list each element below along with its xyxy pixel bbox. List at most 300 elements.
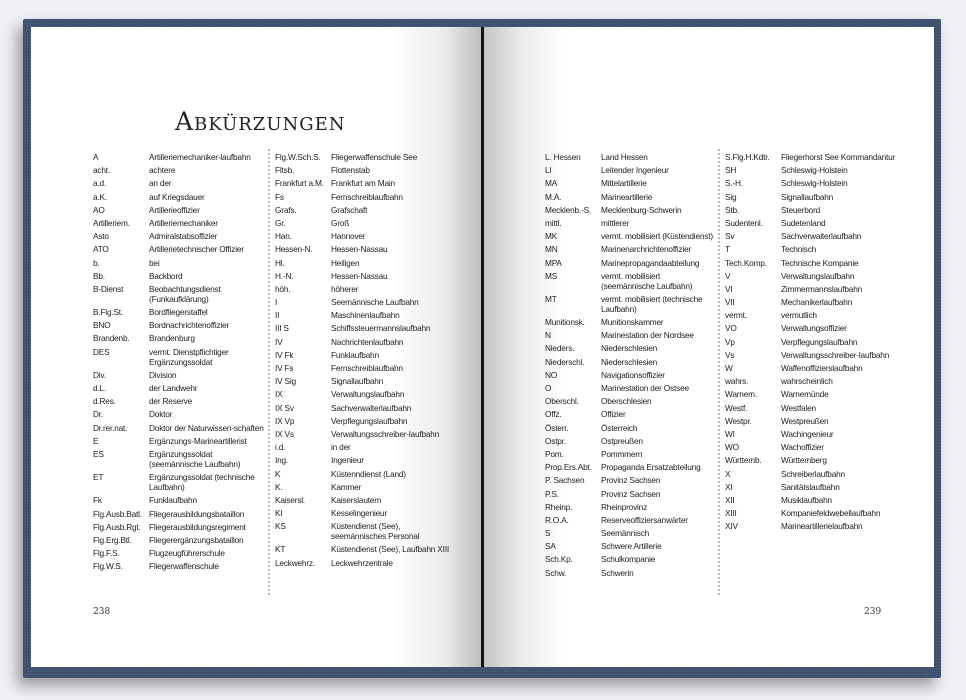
abbreviation-entry (725, 271, 910, 281)
abbreviation: Bb. (93, 270, 105, 281)
abbreviation-definition: an der (149, 178, 172, 189)
abbreviation-entry (725, 442, 910, 452)
abbreviation-definition: Verpflegungslaufbahn (331, 415, 408, 426)
abbreviation: MPA (545, 257, 562, 268)
abbreviation: IV Fk (275, 349, 294, 360)
abbreviation: Ing. (275, 455, 289, 466)
abbreviation-entry (275, 442, 455, 452)
book-spine (481, 27, 484, 667)
abbreviation: MT (545, 293, 557, 304)
abbreviation-definition: Maschinenlaufbahn (331, 310, 400, 321)
abbreviation-definition: Wachoffizier (781, 442, 824, 453)
abbreviation-definition: Schulkompanie (601, 554, 656, 565)
abbreviation-entry (545, 475, 715, 485)
abbreviation-entry (545, 554, 715, 564)
abbreviation-entry (275, 469, 455, 479)
abbreviation-entry (545, 370, 715, 380)
abbreviation: Fk (93, 495, 102, 506)
abbreviation-definition: Division (149, 369, 177, 380)
abbreviation: ES (93, 448, 104, 459)
abbreviation: Rheinp. (545, 501, 573, 512)
abbreviation-entry (93, 320, 265, 330)
abbreviation-entry (545, 343, 715, 353)
abbreviation: IV (275, 336, 283, 347)
abbreviation-definition: Kesselingenieur (331, 508, 388, 519)
abbreviation-definition: Reserveoffiziersanwärter (601, 514, 688, 525)
abbreviation-definition: Technische Kompanie (781, 257, 859, 268)
abbreviation: Tech.Komp. (725, 257, 767, 268)
abbreviation: Warnem. (725, 389, 757, 400)
abbreviation: Sudentenl. (725, 217, 763, 228)
abbreviation-entry (725, 323, 910, 333)
abbreviation: IV Fs (275, 363, 294, 373)
abbreviation-entry (725, 258, 910, 268)
abbreviation-definition: Sachverwalterlaufbahn (781, 231, 862, 242)
abbreviation-entry (545, 357, 715, 367)
abbreviation: Hl. (275, 257, 285, 268)
abbreviation-definition: Küstendienst (See), seemännisches Personal (331, 521, 420, 542)
left-page (31, 27, 481, 667)
abbreviation: WO (725, 442, 739, 453)
abbreviation-entry (725, 482, 910, 492)
abbreviation-definition: Marinestation der Nordsee (601, 330, 694, 341)
abbreviation: Niederschl. (545, 356, 585, 367)
abbreviation-entry (725, 218, 910, 228)
abbreviation-definition: vermt. mobilisiert (technische Laufbahn) (601, 293, 703, 314)
abbreviation-entry (725, 429, 910, 439)
abbreviation: Flg.W.Sch.S. (275, 152, 321, 162)
abbreviation-definition: Fliegerausbildungsregiment (149, 521, 246, 532)
abbreviation-definition: Fliegerergänzungsbataillon (149, 534, 244, 545)
abbreviation-definition: in der (331, 442, 351, 453)
page-number-left: 238 (93, 607, 111, 617)
abbreviation-entry (545, 541, 715, 551)
abbreviation: Dr. (93, 409, 104, 420)
abbreviation-entry (725, 521, 910, 531)
abbreviation-entry (93, 495, 265, 505)
abbreviation-entry (725, 416, 910, 426)
abbreviation-entry (275, 244, 455, 254)
abbreviation-entry (93, 333, 265, 343)
abbreviation-entry (725, 310, 910, 320)
abbreviation-definition: Fernschreiblaufbahn (331, 191, 403, 202)
abbreviation: VO (725, 323, 737, 334)
abbreviation-definition: Mecklenburg-Schwerin (601, 204, 682, 215)
abbreviation: höh. (275, 283, 291, 294)
abbreviation-definition: Funklaufbahn (331, 349, 379, 360)
abbreviation-entry (725, 297, 910, 307)
abbreviation-definition: Navigationsoffizier (601, 369, 665, 380)
abbreviation: K. (275, 481, 283, 492)
abbreviation: Sig (725, 191, 737, 202)
abbreviation-definition: Frankfurt am Main (331, 178, 395, 189)
abbreviation-definition: Artilleriemechaniker (149, 217, 218, 228)
abbreviation-entry (725, 455, 910, 465)
abbreviation-entry (545, 502, 715, 512)
abbreviation: DES (93, 346, 110, 357)
abbreviation-definition: Land Hessen (601, 152, 648, 162)
abbreviation-definition: Steuerbord (781, 204, 821, 215)
abbreviation-entry (545, 205, 715, 215)
abbreviation-definition: Munitionskammer (601, 317, 664, 328)
abbreviation-entry (725, 363, 910, 373)
abbreviation-entry (725, 495, 910, 505)
abbreviation-definition: Kammer (331, 481, 362, 492)
abbreviation-entry (275, 376, 455, 386)
abbreviation: M.A. (545, 191, 562, 202)
abbreviation: a.d. (93, 178, 107, 189)
abbreviation: XI (725, 481, 733, 492)
abbreviation-entry (545, 178, 715, 188)
abbreviation-entry (93, 522, 265, 532)
abbreviation-entry (93, 472, 265, 492)
abbreviation: Flg.Ausb.Rgt. (93, 521, 141, 532)
abbreviation: S (545, 528, 551, 539)
abbreviation-definition: Marineartillerielaufbahn (781, 521, 863, 532)
abbreviation: II (275, 310, 280, 321)
abbreviation-definition: Niederschlesien (601, 343, 658, 354)
abbreviation-definition: Artillerieoffizier (149, 204, 200, 215)
abbreviation: Sv (725, 231, 735, 242)
abbreviation-definition: Provinz Sachsen (601, 488, 661, 499)
abbreviation-entry (275, 218, 455, 228)
abbreviation: K (275, 468, 281, 479)
abbreviation-entry (93, 205, 265, 215)
abbreviation: wahrs. (725, 376, 749, 387)
abbreviation-entry (545, 462, 715, 472)
abbreviation-definition: höherer (331, 283, 359, 294)
abbreviation-definition: Hannover (331, 231, 366, 242)
abbreviation-definition: Funklaufbahn (149, 495, 197, 506)
abbreviation-entry (545, 231, 715, 241)
abbreviation-entry (545, 383, 715, 393)
abbreviation: AO (93, 204, 105, 215)
abbreviation-definition: Ergänzungssoldat (technische Laufbahn) (149, 472, 255, 493)
abbreviation-definition: Musiklaufbahn (781, 494, 832, 505)
abbreviation-definition: der Reserve (149, 396, 192, 407)
abbreviation-definition: Österreich (601, 422, 638, 433)
abbreviation-definition: Zimmermannslaufbahn (781, 283, 863, 294)
abbreviation-entry (545, 515, 715, 525)
abbreviation-definition: Marinestation der Ostsee (601, 383, 689, 393)
abbreviation-entry (545, 449, 715, 459)
abbreviation-entry (545, 317, 715, 327)
abbreviation-definition: Leckwehrzentrale (331, 557, 393, 568)
abbreviation-definition: vermt. mobilisiert (Küstendienst) (601, 231, 713, 242)
abbreviation-entry (545, 294, 715, 314)
abbreviation-entry (545, 568, 715, 578)
abbreviation-definition: Heiligen (331, 257, 360, 268)
abbreviation-definition: Schwerin (601, 567, 634, 578)
abbreviation: IX Vs (275, 428, 294, 439)
abbreviation-definition: Küstenndienst (Land) (331, 468, 406, 479)
abbreviation: P.S. (545, 488, 559, 499)
abbreviation: KI (275, 508, 283, 519)
abbreviation-entry (275, 231, 455, 241)
abbreviation-definition: Warnemünde (781, 389, 829, 400)
abbreviation-entry (93, 449, 265, 469)
abbreviation-definition: Grafschaft (331, 204, 368, 215)
abbreviation-definition: Mittelartillerie (601, 178, 647, 189)
abbreviation-entry (725, 205, 910, 215)
abbreviation: ATO (93, 244, 109, 255)
abbreviation: MS (545, 270, 558, 281)
abbreviation-definition: Ingenieur (331, 455, 364, 466)
abbreviation: Ostpr. (545, 435, 566, 446)
abbreviation: Flg.W.S. (93, 561, 123, 572)
abbreviation: VI (725, 283, 733, 294)
abbreviation: N (545, 330, 551, 341)
column-divider (268, 149, 270, 595)
page-number-right: 239 (864, 607, 882, 617)
abbreviation: E (93, 435, 99, 446)
abbreviation-entry (93, 307, 265, 317)
abbreviation: Vs (725, 349, 735, 360)
abbreviation: MK (545, 231, 558, 242)
abbreviation: XIV (725, 521, 738, 532)
abbreviation: b. (93, 257, 100, 268)
abbreviation-definition: Verwaltungsschreiber-laufbahn (781, 349, 890, 360)
abbreviation: KT (275, 544, 286, 555)
abbreviation: Gr. (275, 217, 286, 228)
abbreviation-definition: Fliegerhorst See Kommandantur (781, 152, 896, 162)
abbreviation-definition: Ergänzungssoldat (seemännische Laufbahn) (149, 448, 241, 469)
abbreviation: Mecklenb.-S. (545, 204, 592, 215)
abbreviation-entry (545, 330, 715, 340)
abbreviation-definition: Brandenburg (149, 333, 195, 344)
abbreviation-definition: Propaganda Ersatzabteilung (601, 462, 701, 473)
abbreviation: Asto (93, 231, 109, 242)
abbreviation-definition: Flottenstab (331, 165, 370, 176)
abbreviation: WI (725, 428, 735, 439)
abbreviation-entry (93, 244, 265, 254)
abbreviation-definition: Artilleriemechaniker-laufbahn (149, 152, 251, 162)
abbreviation-entry (275, 521, 455, 541)
abbreviation-entry (93, 370, 265, 380)
abbreviation-entry (93, 231, 265, 241)
abbreviation: B.Flg.St. (93, 307, 124, 318)
abbreviation-definition: Ostpreußen (601, 435, 643, 446)
abbreviation-definition: Seemännische Laufbahn (331, 297, 419, 308)
abbreviation-definition: Westpreußen (781, 415, 829, 426)
abbreviation-definition: Sachverwalterlaufbahn (331, 402, 412, 413)
abbreviation: S.-H. (725, 178, 743, 189)
abbreviation: Österr. (545, 422, 569, 433)
abbreviation: LI (545, 165, 552, 176)
abbreviation-entry (545, 396, 715, 406)
abbreviation-definition: Fliegerausbildungsbataillon (149, 508, 245, 519)
abbreviation-definition: Oberschlesien (601, 396, 652, 407)
abbreviation-definition: Fliegerwaffenschule See (331, 152, 418, 162)
abbreviation: Flg.F.S. (93, 548, 120, 559)
abbreviation: MA (545, 178, 558, 189)
abbreviation-entry (545, 244, 715, 254)
abbreviation-definition: Kompaniefeldwebellaufbahn (781, 508, 881, 519)
abbreviation-definition: Sudetenland (781, 217, 826, 228)
abbreviation: d.L. (93, 383, 107, 393)
abbreviation-entry (93, 548, 265, 558)
abbreviation-definition: Schiffssteuermannslaufbahn (331, 323, 431, 334)
abbreviation-entry (93, 192, 265, 202)
abbreviation-definition: Niederschlesien (601, 356, 658, 367)
abbreviation-entry (275, 363, 455, 373)
abbreviation-definition: Admiralstabsoffizier (149, 231, 218, 242)
abbreviation: Brandenb. (93, 333, 130, 344)
abbreviation: III S (275, 323, 289, 334)
abbreviation-entry (275, 271, 455, 281)
abbreviation-entry (93, 284, 265, 304)
abbreviation-definition: Offizier (601, 409, 626, 420)
abbreviation-definition: Verwaltungsoffizier (781, 323, 847, 334)
abbreviation-entry (93, 509, 265, 519)
abbreviation: O (545, 383, 552, 393)
abbreviation: Nieders. (545, 343, 575, 354)
abbreviation-definition: vermt. Dienstpflichtiger Ergänzungssoldat (149, 346, 229, 367)
abbreviation-entry (275, 297, 455, 307)
abbreviation: IX (275, 389, 283, 400)
abbreviation-entry (725, 469, 910, 479)
abbreviation-entry (93, 271, 265, 281)
abbreviation-entry (93, 561, 265, 571)
abbreviation: Württemb. (725, 455, 762, 466)
abbreviation: Schw. (545, 567, 567, 578)
abbreviation: BNO (93, 320, 111, 331)
abbreviation-definition: Verpflegungslaufbahn (781, 336, 858, 347)
abbreviation: S.Flg.H.Kdtr. (725, 152, 770, 162)
abbreviation-definition: Signallaufbahn (331, 376, 384, 387)
abbreviation-entry (275, 455, 455, 465)
abbreviation-definition: Küstendienst (See), Laufbahn XIII (331, 544, 449, 555)
abbreviation: KS (275, 521, 286, 532)
abbreviation-definition: der Landwehr (149, 383, 198, 393)
abbreviation: Hessen-N. (275, 244, 313, 255)
abbreviation-entry (725, 508, 910, 518)
abbreviation-definition: auf Kriegsdauer (149, 191, 205, 202)
abbreviation-definition: Artillerietechnischer Offizier (149, 244, 244, 255)
abbreviation-definition: Verwaltungslaufbahn (781, 270, 855, 281)
abbreviation-entry (275, 205, 455, 215)
abbreviation: Stb. (725, 204, 739, 215)
abbreviation-entry (275, 310, 455, 320)
abbreviation-entry (275, 165, 455, 175)
abbreviation-definition: Doktor der Naturwissen-schaften (149, 422, 264, 433)
abbreviation-definition: Ergänzungs-Marineartillerist (149, 435, 247, 446)
page-title: Abkürzungen (175, 107, 346, 136)
abbreviation: Fltsb. (275, 165, 295, 176)
abbreviation-entry (545, 218, 715, 228)
abbreviation-entry (725, 337, 910, 347)
abbreviation-entry (545, 436, 715, 446)
abbreviation: H.-N. (275, 270, 294, 281)
abbreviation: Offz. (545, 409, 562, 420)
abbreviation-definition: vermt. mobilisiert (seemännische Laufbahn) (601, 270, 693, 291)
abbreviation-entry (725, 350, 910, 360)
abbreviation-definition: Flugzeugführerschule (149, 548, 225, 559)
abbreviation-entry (275, 508, 455, 518)
abbreviation-entry (275, 389, 455, 399)
abbreviation: d.Res. (93, 396, 116, 407)
abbreviation-definition: Sanitätslaufbahn (781, 481, 840, 492)
abbreviation-entry (93, 383, 265, 393)
abbreviation-entry (725, 244, 910, 254)
abbreviation-entry (545, 409, 715, 419)
abbreviation-definition: Schleswig-Holstein (781, 165, 848, 176)
abbreviation-definition: vermutlich (781, 310, 817, 321)
abbreviation-entry (725, 284, 910, 294)
abbreviation-definition: Verwaltungsschreiber-laufbahn (331, 428, 440, 439)
abbreviation: NO (545, 369, 558, 380)
abbreviation-column-1 (93, 152, 265, 574)
abbreviation-column-3 (545, 152, 715, 581)
abbreviation-definition: Verwaltungslaufbahn (331, 389, 405, 400)
abbreviation-definition: Marinepropagandaabteilung (601, 257, 700, 268)
abbreviation-definition: Bordfliegerstaffel (149, 307, 208, 318)
abbreviation-entry (93, 535, 265, 545)
abbreviation-definition: Backbord (149, 270, 183, 281)
abbreviation-entry (545, 165, 715, 175)
abbreviation-entry (275, 403, 455, 413)
abbreviation-entry (275, 558, 455, 568)
abbreviation-entry (93, 409, 265, 419)
abbreviation-entry (93, 396, 265, 406)
abbreviation: Grafs. (275, 204, 297, 215)
abbreviation-definition: Hessen-Nassau (331, 244, 388, 255)
abbreviation-definition: Schreiberlaufbahn (781, 468, 845, 479)
abbreviation-definition: Württemberg (781, 455, 827, 466)
abbreviation-definition: Westfalen (781, 402, 816, 413)
abbreviation: Frankfurt a.M. (275, 178, 324, 189)
abbreviation-definition: mittlerer (601, 217, 630, 228)
abbreviation-definition: Doktor (149, 409, 173, 420)
abbreviation: VII (725, 297, 735, 308)
abbreviation-definition: Mechanikerlaufbahn (781, 297, 853, 308)
abbreviation-entry (93, 423, 265, 433)
abbreviation-definition: Technisch (781, 244, 817, 255)
abbreviation-entry (93, 165, 265, 175)
abbreviation-entry (93, 436, 265, 446)
abbreviation: Sch.Kp. (545, 554, 573, 565)
abbreviation-entry (725, 165, 910, 175)
abbreviation-entry (275, 482, 455, 492)
abbreviation-definition: Hessen-Nassau (331, 270, 388, 281)
abbreviation: mittl. (545, 217, 562, 228)
abbreviation-entry (725, 192, 910, 202)
column-divider (718, 149, 720, 595)
abbreviation-definition: wahrscheinlich (781, 376, 833, 387)
abbreviation-entry (725, 376, 910, 386)
abbreviation-entry (275, 495, 455, 505)
abbreviation: Han. (275, 231, 292, 242)
abbreviation-definition: Fernschreiblaufbahn (331, 363, 403, 373)
abbreviation: Vp (725, 336, 735, 347)
abbreviation: W (725, 363, 733, 373)
abbreviation: Flg.Ausb.Batl. (93, 508, 142, 519)
abbreviation-entry (275, 178, 455, 188)
abbreviation-entry (275, 429, 455, 439)
abbreviation-entry (93, 218, 265, 228)
abbreviation-entry (93, 347, 265, 367)
abbreviation-definition: achtere (149, 165, 176, 176)
abbreviation: XII (725, 494, 735, 505)
abbreviation-definition: Seemännisch (601, 528, 650, 539)
abbreviation: L. Hessen (545, 152, 581, 162)
abbreviation-entry (275, 544, 455, 554)
abbreviation: A (93, 152, 99, 162)
abbreviation: Pom. (545, 448, 564, 459)
abbreviation-definition: Rheinprovinz (601, 501, 648, 512)
abbreviation-definition: Marinenarchrichtenoffizier (601, 244, 692, 255)
abbreviation-definition: bei (149, 257, 160, 268)
